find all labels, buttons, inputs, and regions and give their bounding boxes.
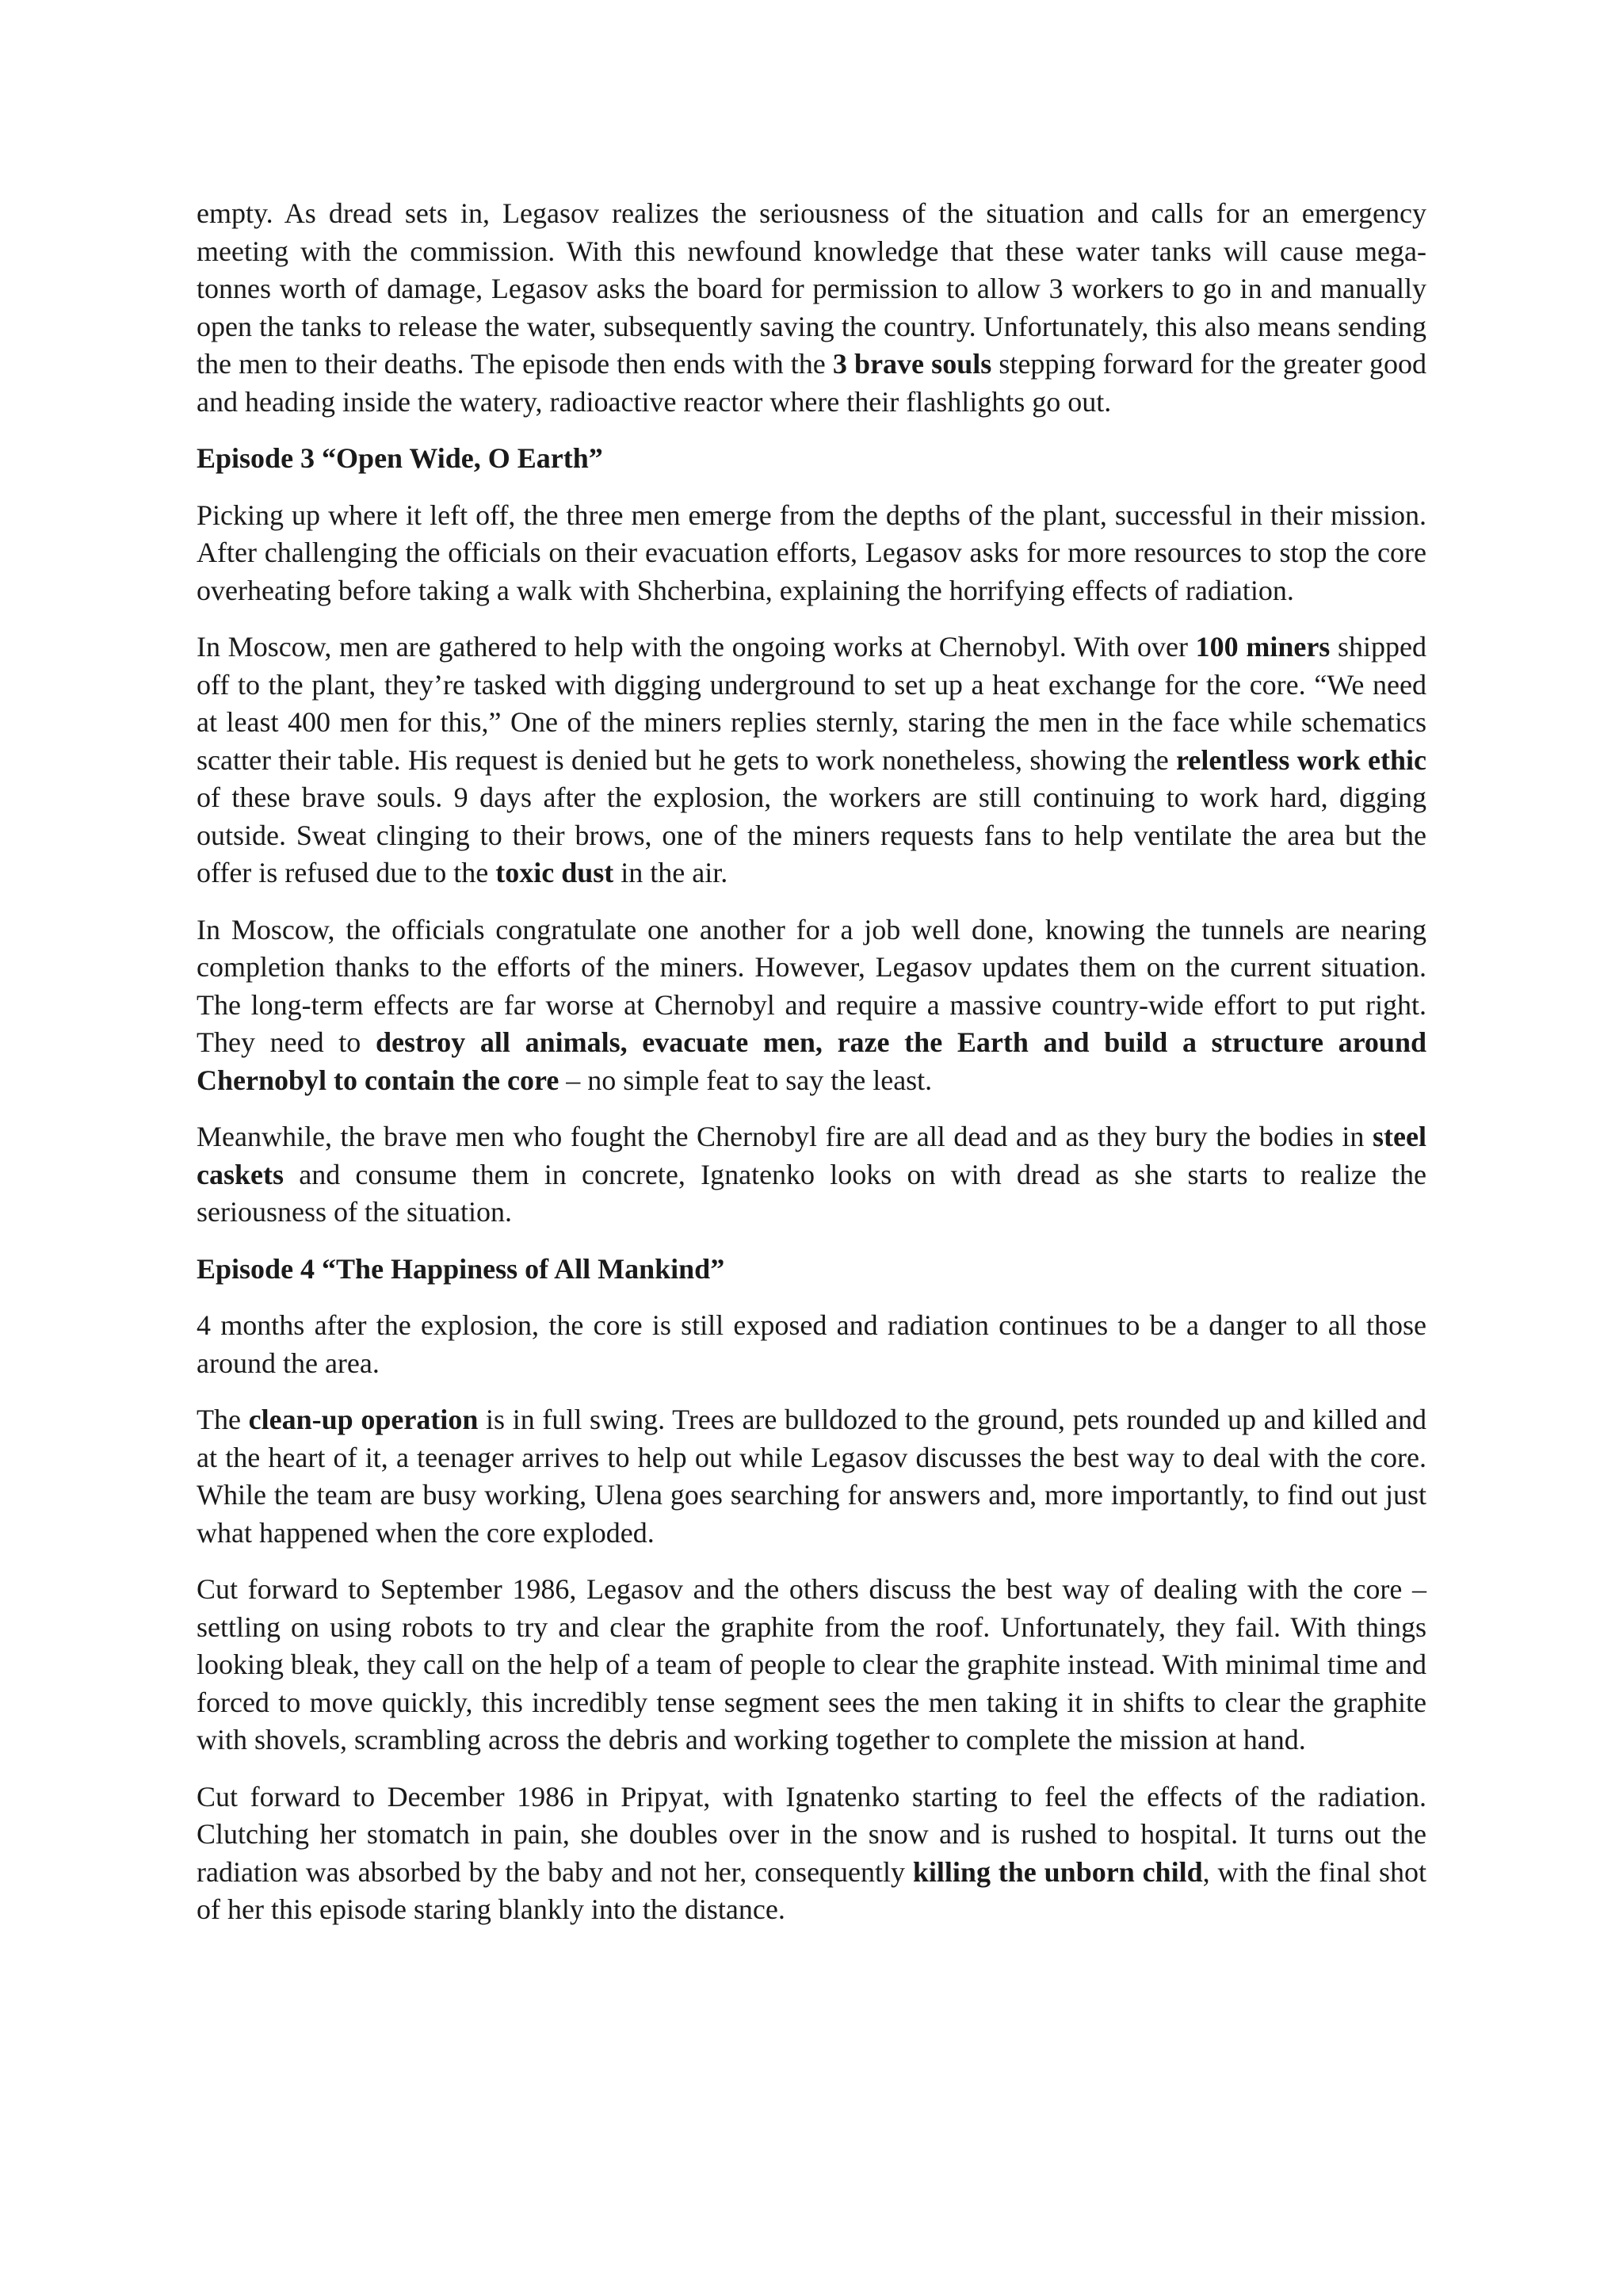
text-run: is in full swing. Trees are bulldozed to the ground, pets rounded up and killed and at the heart of it, a teenager arrives to help out while Legasov discusses the best way to deal with the core. While the team are busy working, Ulena goes searching for answers and, more importantly, to find out just what happened when the core exploded.	[197, 1404, 1426, 1549]
text-run: and consume them in concrete, Ignatenko looks on with dread as she starts to realize the seriousness of the situation.	[197, 1158, 1426, 1228]
bold-phrase: toxic dust	[495, 857, 614, 888]
paragraph-ep4-cleanup	[197, 1401, 1426, 1552]
text-run: Meanwhile, the brave men who fought the Chernobyl fire are all dead and as they bury the bodies in	[197, 1121, 1373, 1152]
bold-phrase: 100 miners	[1195, 631, 1331, 663]
text-run: , with the final shot of her this episode staring blankly into the distance.	[197, 1855, 1426, 1925]
text-run: empty. As dread sets in, Legasov realizes the seriousness of the situation and calls for an emergency meeting with the commission. With this newfound knowledge that these water tanks will cause mega-tonnes worth of damage, Legasov asks the board for permission to allow 3 workers to go in and manually open the tanks to release the water, subsequently saving the country. Unfortunately, this also means sending the men to their deaths. The episode then ends with the	[197, 197, 1426, 380]
bold-phrase: steel caskets	[197, 1121, 1426, 1190]
document-page	[197, 195, 1426, 1948]
paragraph-ep4-december	[197, 1778, 1426, 1929]
paragraph-ep4-intro	[197, 1307, 1426, 1382]
episode-4-heading: Episode 4 “The Happiness of All Mankind”	[197, 1252, 725, 1285]
text-run: in the air.	[613, 857, 728, 888]
bold-phrase: 3 brave souls	[832, 348, 992, 380]
text-run: – no simple feat to say the least.	[559, 1064, 933, 1096]
paragraph-ep3-funeral	[197, 1118, 1426, 1232]
paragraph-ep3-officials	[197, 911, 1426, 1100]
bold-phrase: relentless work ethic	[1176, 743, 1427, 776]
text-run: 4 months after the explosion, the core is still exposed and radiation continues to be a danger to all those around the area.	[197, 1309, 1426, 1379]
text-run: In Moscow, the officials congratulate one another for a job well done, knowing the tunnels are nearing completion thanks to the efforts of the miners. However, Legasov updates them on the current situation. The long-term effects are far worse at Chernobyl and require a massive country-wide effort to put right. They need to	[197, 913, 1426, 1058]
text-run: of these brave souls. 9 days after the explosion, the workers are still continuing to work hard, digging outside. Sweat clinging to their brows, one of the miners requests fans to help ventilate the area but the offer is refused due to the	[197, 781, 1426, 888]
paragraph-ep3-miners	[197, 628, 1426, 892]
text-run: In Moscow, men are gathered to help with the ongoing works at Chernobyl. With over	[197, 631, 1196, 663]
bold-phrase: killing the unborn child	[912, 1855, 1203, 1888]
bold-phrase: destroy all animals, evacuate men, raze the Earth and build a structure around Chernobyl to contain the core	[197, 1026, 1426, 1096]
text-run: shipped off to the plant, they’re tasked with digging underground to set up a heat exchange for the core. “We need at least 400 men for this,” One of the miners replies sternly, staring the men in the face while schematics scatter their table. His request is denied but he gets to work nonetheless, showing the	[197, 631, 1426, 776]
text-run: Cut forward to September 1986, Legasov and the others discuss the best way of dealing with the core – settling on using robots to try and clear the graphite from the roof. Unfortunately, they fail. With things looking bleak, they call on the help of a team of people to clear the graphite instead. With minimal time and forced to move quickly, this incredibly tense segment sees the men taking it in shifts to clear the graphite with shovels, scrambling across the debris and working together to complete the mission at hand.	[197, 1573, 1426, 1755]
text-run: Cut forward to December 1986 in Pripyat, with Ignatenko starting to feel the effects of the radiation. Clutching her stomatch in pain, she doubles over in the snow and is rushed to hospital. It turns out the radiation was absorbed by the baby and not her, consequently	[197, 1780, 1426, 1888]
paragraph-ep2-ending	[197, 195, 1426, 421]
text-run: The	[197, 1404, 249, 1435]
bold-phrase: clean-up operation	[248, 1404, 479, 1435]
text-run: stepping forward for the greater good and heading inside the watery, radioactive reactor where their flashlights go out.	[197, 348, 1426, 418]
paragraph-ep4-september	[197, 1571, 1426, 1759]
paragraph-ep3-intro	[197, 497, 1426, 610]
episode-3-heading: Episode 3 “Open Wide, O Earth”	[197, 442, 603, 474]
text-run: Picking up where it left off, the three men emerge from the depths of the plant, successful in their mission. After challenging the officials on their evacuation efforts, Legasov asks for more resources to stop the core overheating before taking a walk with Shcherbina, explaining the horrifying effects of radiation.	[197, 499, 1426, 606]
